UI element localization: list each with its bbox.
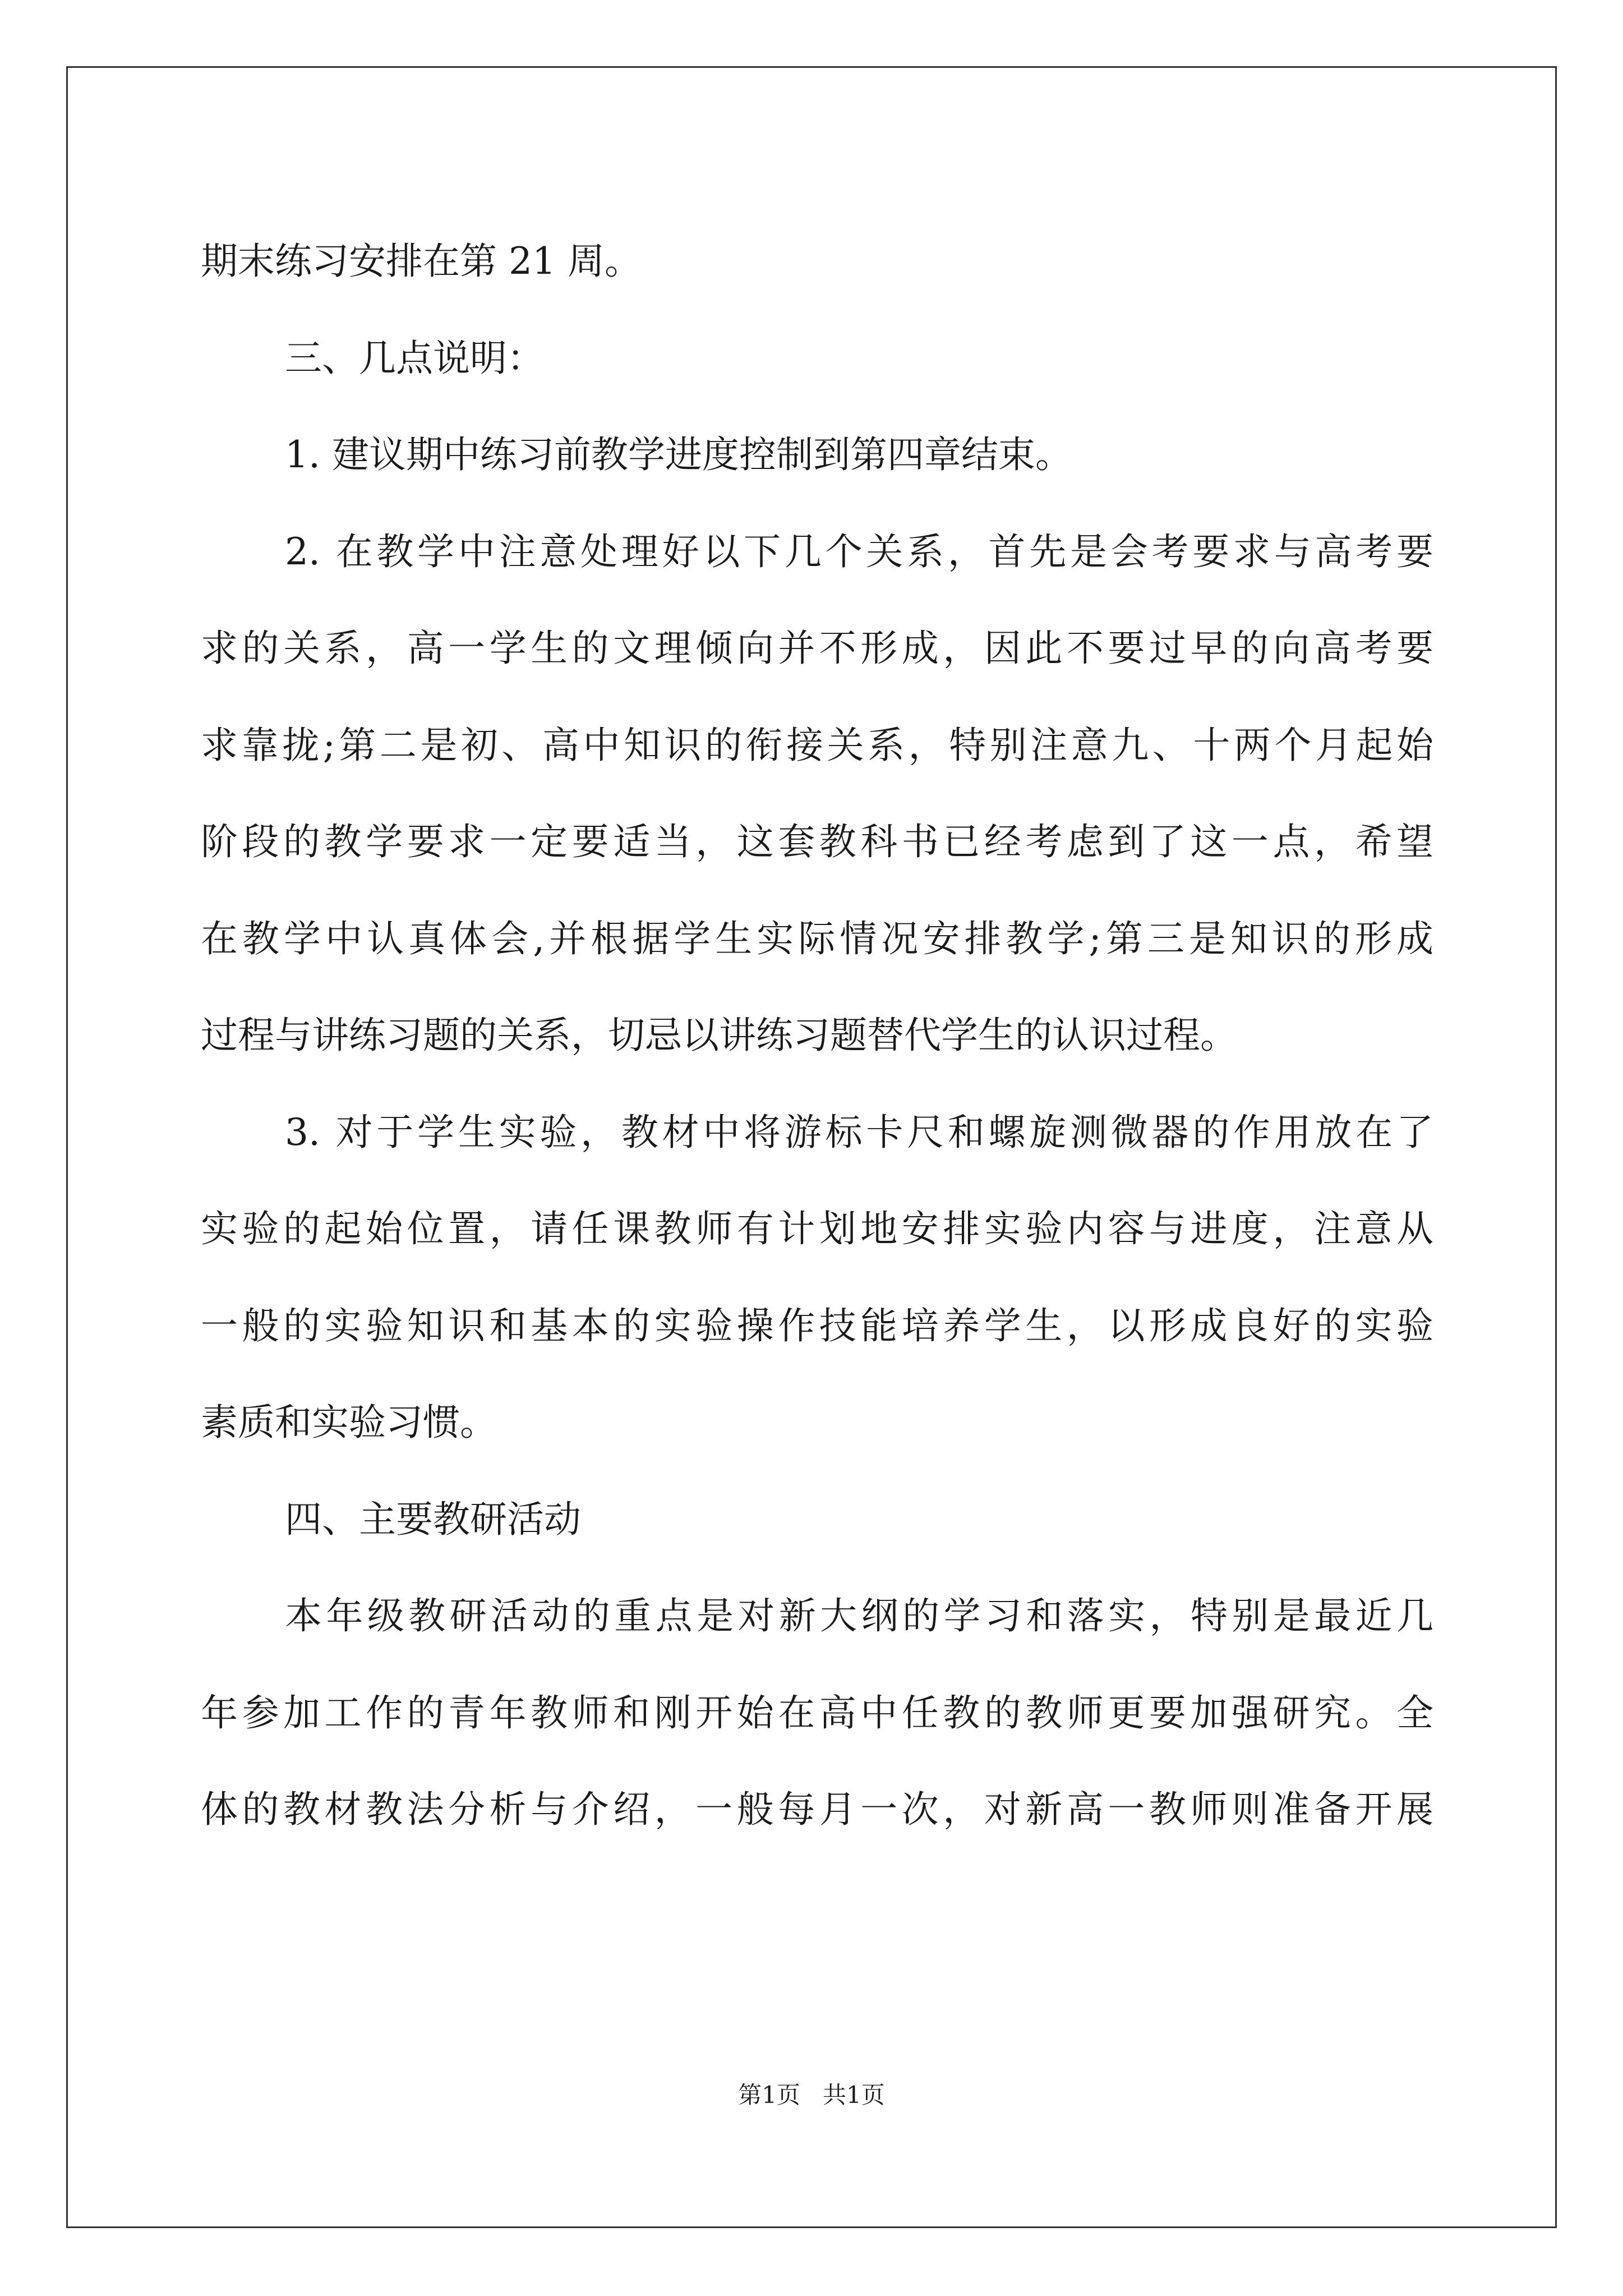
text-line: 3. 对于学生实验，教材中将游标卡尺和螺旋测微器的作用放在了 bbox=[285, 1110, 1433, 1154]
text-line: 素质和实验习惯。 bbox=[201, 1401, 497, 1444]
text-line: 过程与讲练习题的关系，切忌以讲练习题替代学生的认识过程。 bbox=[201, 1014, 1237, 1057]
text-line: 期末练习安排在第 21 周。 bbox=[201, 240, 642, 283]
text-line: 一般的实验知识和基本的实验操作技能培养学生，以形成良好的实验 bbox=[201, 1304, 1433, 1347]
text-line: 体的教材教法分析与介绍，一般每月一次，对新高一教师则准备开展 bbox=[201, 1788, 1433, 1831]
text-line: 实验的起始位置，请任课教师有计划地安排实验内容与进度，注意从 bbox=[201, 1207, 1433, 1250]
text-line: 在教学中认真体会,并根据学生实际情况安排教学;第三是知识的形成 bbox=[201, 917, 1433, 960]
text-line: 年参加工作的青年教师和刚开始在高中任教的教师更要加强研究。全 bbox=[201, 1691, 1433, 1734]
section-heading: 三、几点说明： bbox=[285, 336, 544, 380]
text-line: 2. 在教学中注意处理好以下几个关系，首先是会考要求与高考要 bbox=[285, 530, 1433, 573]
section-heading: 四、主要教研活动 bbox=[285, 1497, 581, 1541]
text-line: 阶段的教学要求一定要适当，这套教科书已经考虑到了这一点，希望 bbox=[201, 820, 1433, 863]
document-body bbox=[201, 213, 1433, 1858]
page-footer bbox=[0, 2078, 1623, 2112]
text-line: 本年级教研活动的重点是对新大纲的学习和落实，特别是最近几 bbox=[285, 1594, 1433, 1637]
text-line: 1. 建议期中练习前教学进度控制到第四章结束。 bbox=[285, 433, 1072, 476]
page-number-current: 第1页 bbox=[738, 2081, 800, 2109]
text-line: 求靠拢;第二是初、高中知识的衔接关系，特别注意九、十两个月起始 bbox=[201, 723, 1433, 767]
page-number-total: 共1页 bbox=[823, 2081, 885, 2109]
text-line: 求的关系，高一学生的文理倾向并不形成，因此不要过早的向高考要 bbox=[201, 627, 1433, 670]
